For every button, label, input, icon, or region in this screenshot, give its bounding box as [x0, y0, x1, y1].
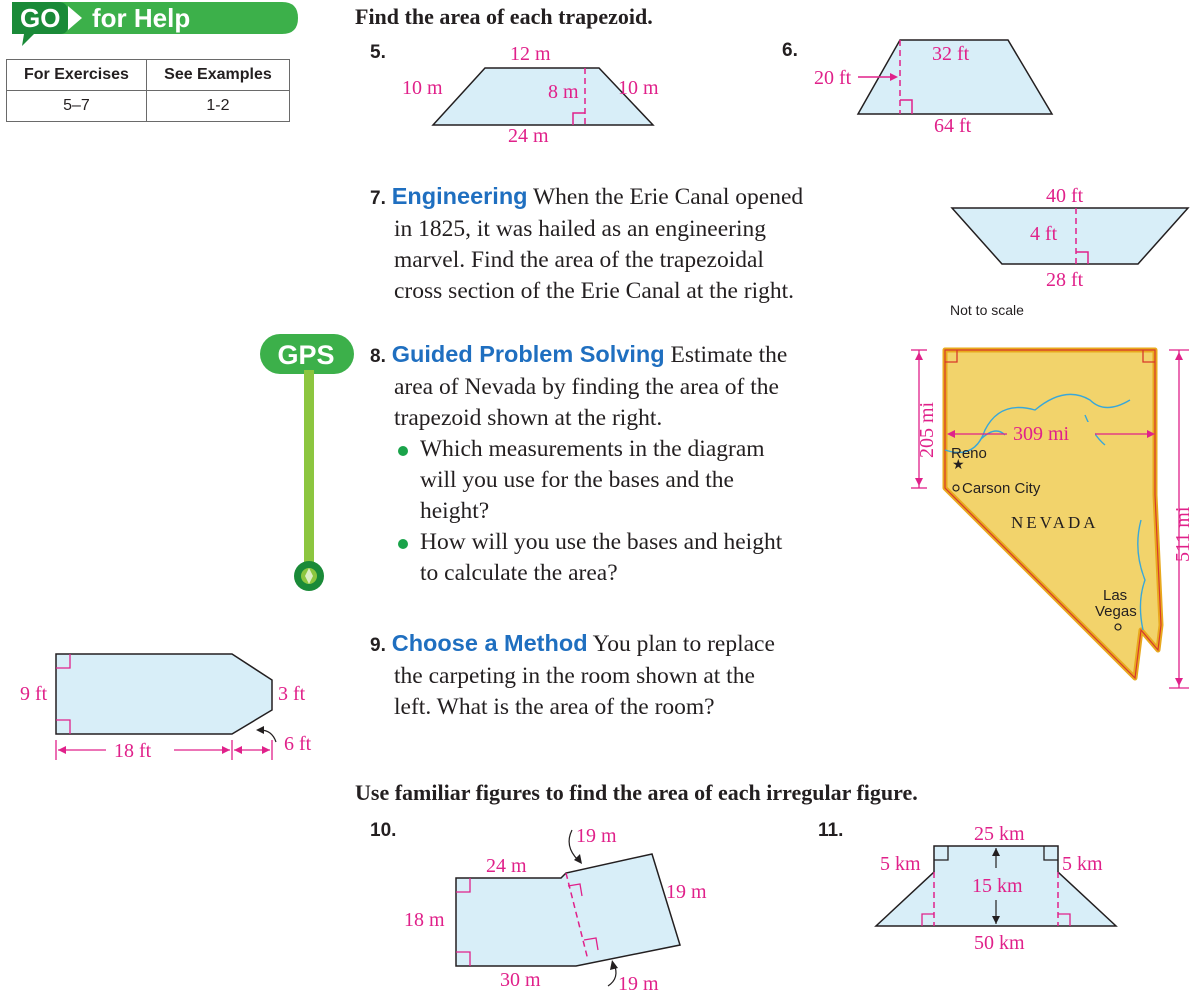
ex6-number: 6.	[782, 40, 798, 61]
go-label: GO	[20, 3, 61, 33]
ex8-bullet-1-line-3: height?	[420, 498, 490, 524]
ex7-note: Not to scale	[950, 302, 1024, 318]
map-state-label: NEVADA	[1011, 513, 1099, 532]
ex9-line-2: the carpeting in the room shown at the	[394, 663, 755, 689]
ex9-line-3: left. What is the area of the room?	[394, 694, 715, 720]
nevada-map-figure	[905, 340, 1194, 700]
ex6-bottom-label: 64 ft	[934, 115, 972, 137]
section2-heading: Use familiar figures to find the area of each irregular figure.	[355, 780, 918, 805]
ex11-left-label: 5 km	[880, 853, 921, 875]
svg-text:★: ★	[952, 458, 965, 473]
ex9-room-figure	[16, 650, 336, 775]
ex5-top-label: 12 m	[510, 43, 551, 65]
ex11-bottom-label: 50 km	[974, 932, 1025, 954]
ex10-left-label: 18 m	[404, 909, 445, 931]
ex9-bottom-label: 18 ft	[114, 740, 152, 762]
gps-badge	[256, 330, 356, 600]
ex5-bottom-label: 24 m	[508, 125, 549, 147]
for-help-label: for Help	[92, 3, 191, 33]
help-cell-exercises: 5–7	[7, 91, 147, 122]
ex5-number: 5.	[370, 42, 386, 63]
section1-heading: Find the area of each trapezoid.	[355, 4, 653, 29]
ex7-number: 7.	[370, 188, 386, 209]
ex6-height-label: 20 ft	[814, 67, 852, 89]
ex11-height-label: 15 km	[972, 875, 1023, 897]
ex7-line-4: cross section of the Erie Canal at the right.	[394, 278, 795, 304]
map-left-height-label: 205 mi	[916, 401, 938, 458]
ex8-bullet-1-line-2: will you use for the bases and the	[420, 467, 734, 493]
ex8-line-3: trapezoid shown at the right.	[394, 405, 663, 431]
ex11-right-label: 5 km	[1062, 853, 1103, 875]
ex7-line-2: in 1825, it was hailed as an engineering	[394, 216, 766, 242]
ex8-title: Guided Problem Solving	[391, 341, 665, 367]
map-right-height-label: 511 mi	[1172, 506, 1194, 562]
ex10-top-arrow-label: 19 m	[576, 825, 617, 847]
ex8-bullet-1-line-1: Which measurements in the diagram	[420, 436, 765, 462]
map-carson-label: Carson City	[962, 480, 1041, 497]
gps-label: GPS	[277, 340, 335, 370]
ex6-top-label: 32 ft	[932, 43, 970, 65]
ex11-number: 11.	[818, 820, 844, 841]
ex5-height-label: 8 m	[548, 81, 579, 103]
ex5-trapezoid-figure	[390, 38, 690, 150]
help-cell-examples: 1-2	[146, 91, 289, 122]
ex6-trapezoid-figure	[800, 36, 1100, 136]
ex9-extra-label: 6 ft	[284, 733, 312, 755]
ex8-line-2: area of Nevada by finding the area of the	[394, 374, 779, 400]
ex8-line-1: Estimate the	[670, 342, 788, 368]
ex10-top-label: 24 m	[486, 855, 527, 877]
ex9-title: Choose a Method	[391, 630, 588, 656]
map-width-label: 309 mi	[1013, 423, 1070, 445]
ex7-title: Engineering	[391, 183, 528, 209]
ex11-figure	[872, 816, 1172, 966]
help-table	[6, 59, 290, 122]
ex7-line-1: When the Erie Canal opened	[532, 184, 804, 210]
ex8-bullet-2-line-1: How will you use the bases and height	[420, 529, 783, 555]
help-header-exercises: For Exercises	[7, 60, 147, 91]
ex7-text	[370, 181, 890, 307]
map-lasvegas-line-1: Las	[1103, 587, 1128, 604]
ex7-canal-figure	[948, 186, 1193, 296]
go-for-help-box	[6, 0, 296, 140]
ex10-bottom-arrow-label: 19 m	[618, 973, 659, 993]
ex7-top-label: 40 ft	[1046, 185, 1084, 207]
ex8-number: 8.	[370, 346, 386, 367]
ex7-bottom-label: 28 ft	[1046, 269, 1084, 291]
ex5-left-label: 10 m	[402, 77, 443, 99]
ex8-bullet-2-line-2: to calculate the area?	[420, 560, 618, 586]
help-header-examples: See Examples	[146, 60, 289, 91]
ex9-line-1: You plan to replace	[592, 631, 775, 657]
ex10-figure	[396, 818, 736, 993]
ex9-number: 9.	[370, 635, 386, 656]
ex5-right-label: 10 m	[618, 77, 659, 99]
ex7-height-label: 4 ft	[1030, 223, 1058, 245]
ex8-bullet-1	[394, 434, 890, 527]
ex8-bullet-2	[394, 527, 890, 589]
map-lasvegas-line-2: Vegas	[1095, 603, 1137, 620]
ex8-text	[370, 339, 890, 589]
ex9-left-label: 9 ft	[20, 683, 48, 705]
ex10-right-label: 19 m	[666, 881, 707, 903]
ex10-bottom-label: 30 m	[500, 969, 541, 991]
map-reno-label: Reno	[951, 445, 987, 462]
ex11-top-label: 25 km	[974, 823, 1025, 845]
ex9-right-label: 3 ft	[278, 683, 306, 705]
ex7-line-3: marvel. Find the area of the trapezoidal	[394, 247, 764, 273]
ex9-text	[370, 628, 890, 723]
ex10-number: 10.	[370, 820, 397, 841]
